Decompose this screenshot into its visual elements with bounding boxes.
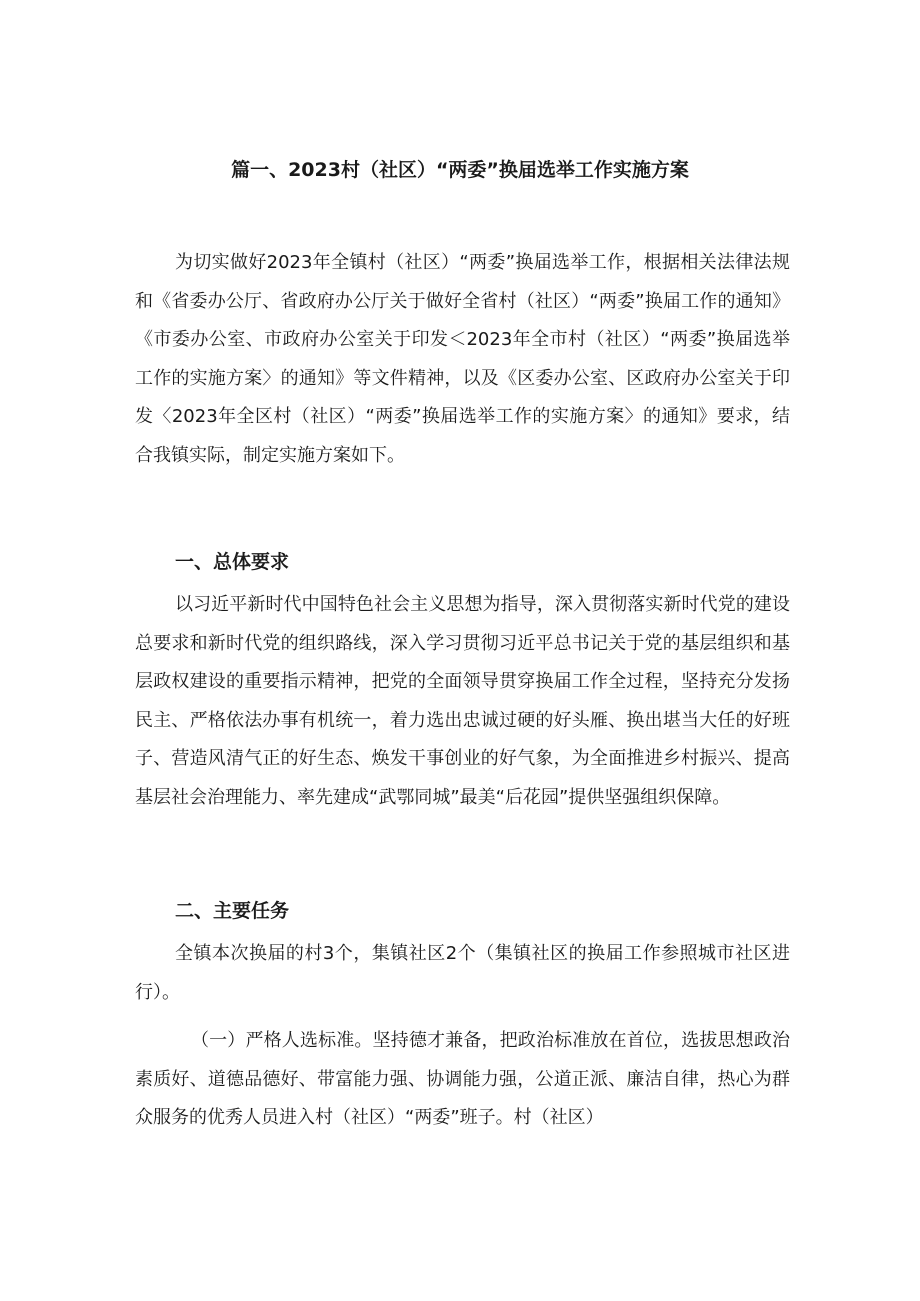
- section2-heading: 二、主要任务: [175, 900, 290, 922]
- section1-paragraph: 以习近平新时代中国特色社会主义思想为指导，深入贯彻落实新时代党的建设总要求和新时代党的组织路线，深入学习贯彻习近平总书记关于党的基层组织和基层政权建设的重要指示精神，把党的全面领导贯穿换届工作全过程，坚持充分发扬民主、严格依法办事有机统一，着力选出忠诚过硬的好头雁、换出堪当大任的好班子、营造风清气正的好生态、焕发干事创业的好气象，为全面推进乡村振兴、提高基层社会治理能力、率先建成“武鄂同城”最美“后花园”提供坚强组织保障。: [135, 594, 790, 808]
- document-title: 篇一、2023村（社区）“两委”换届选举工作实施方案: [231, 159, 689, 181]
- subsection1-paragraph: （一）严格人选标准。坚持德才兼备，把政治标准放在首位，选拔思想政治素质好、道德品德好、带富能力强、协调能力强，公道正派、廉洁自律，热心为群众服务的优秀人员进入村（社区）“两委”班子。村（社区）: [135, 1030, 790, 1128]
- intro-paragraph: 为切实做好2023年全镇村（社区）“两委”换届选举工作，根据相关法律法规和《省委办公厅、省政府办公厅关于做好全省村（社区）“两委”换届工作的通知》《市委办公室、市政府办公室关于印发＜2023年全市村（社区）“两委”换届选举工作的实施方案〉的通知》等文件精神，以及《区委办公室、区政府办公室关于印发〈2023年全区村（社区）“两委”换届选举工作的实施方案〉的通知》要求，结合我镇实际，制定实施方案如下。: [135, 252, 790, 466]
- section1-heading: 一、总体要求: [175, 551, 290, 573]
- section2-paragraph: 全镇本次换届的村3个，集镇社区2个（集镇社区的换届工作参照城市社区进行）。: [135, 943, 790, 1003]
